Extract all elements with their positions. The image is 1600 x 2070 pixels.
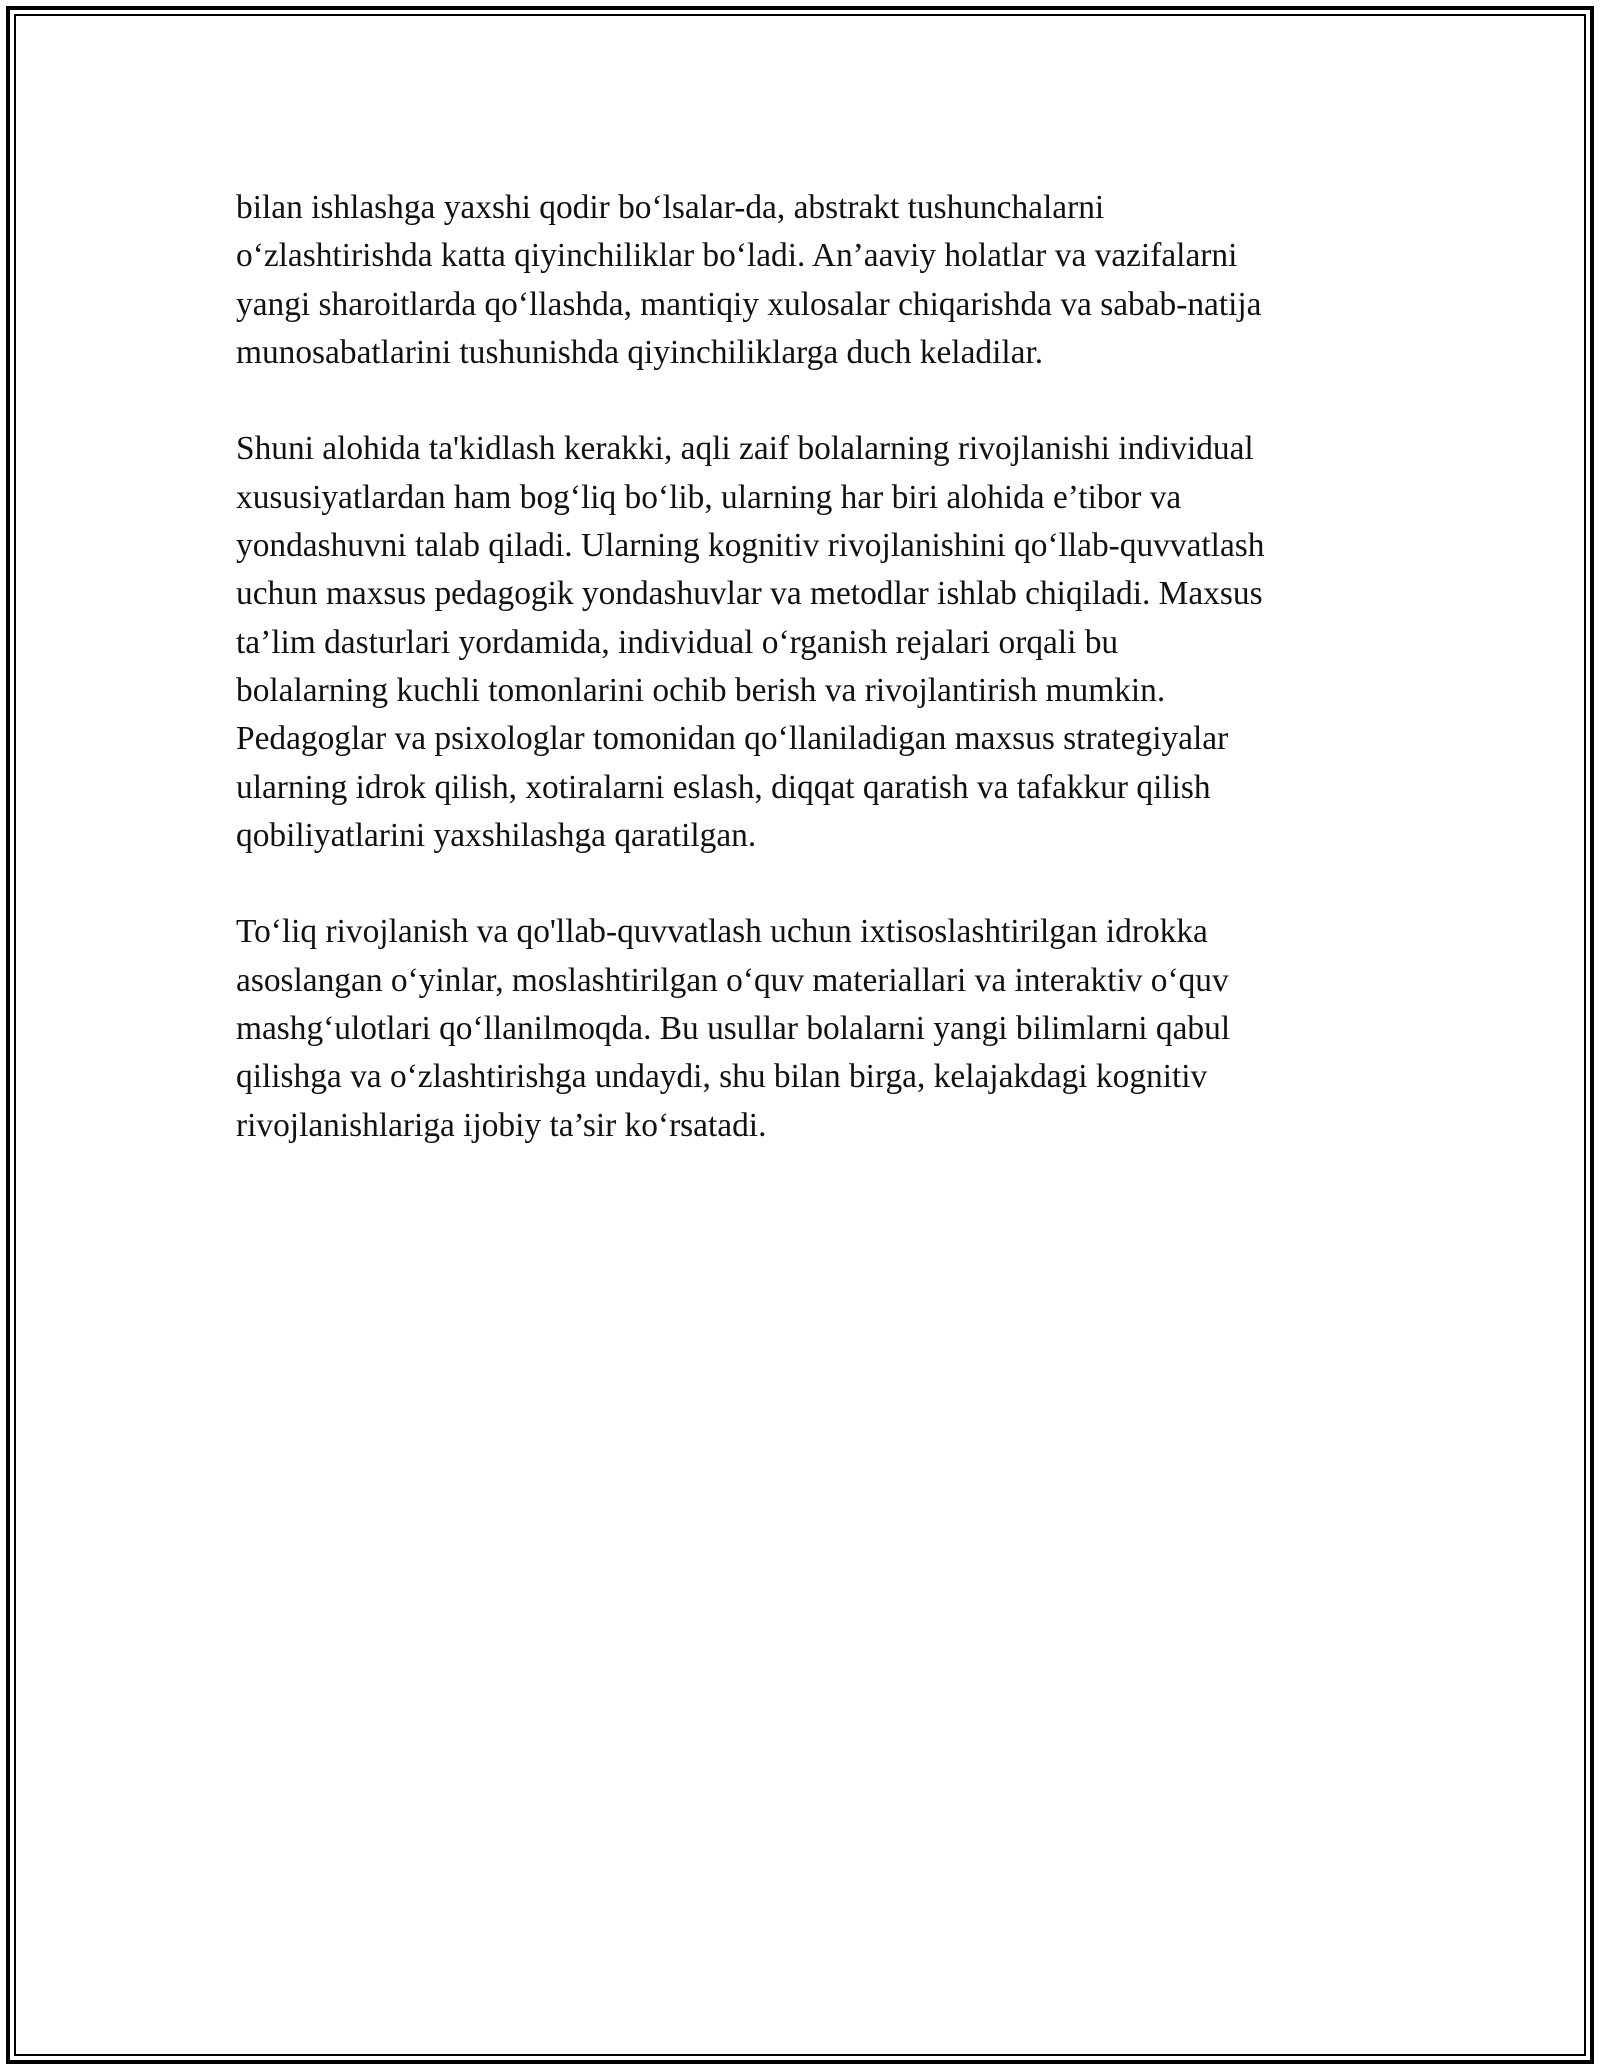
text-line: rivojlanishlariga ijobiy ta’sir ko‘rsatadi.	[236, 1106, 767, 1144]
text-line: xususiyatlardan ham bog‘liq bo‘lib, ularning har biri alohida e’tibor va	[236, 478, 1182, 516]
paragraph-3	[236, 908, 1376, 1149]
text-line: bilan ishlashga yaxshi qodir bo‘lsalar-da, abstrakt tushunchalarni	[236, 189, 1105, 226]
text-line: uchun maxsus pedagogik yondashuvlar va metodlar ishlab chiqiladi. Maxsus	[236, 575, 1263, 613]
text-line: asoslangan o‘yinlar, moslashtirilgan o‘quv materiallari va interaktiv o‘quv	[236, 961, 1229, 999]
text-line: o‘zlashtirishda katta qiyinchiliklar bo‘ladi. An’aaviy holatlar va vazifalarni	[236, 237, 1238, 275]
text-line: yondashuvni talab qiladi. Ularning kognitiv rivojlanishini qo‘llab-quvvatlash	[236, 527, 1265, 565]
text-line: qilishga va o‘zlashtirishga undaydi, shu bilan birga, kelajakdagi kognitiv	[236, 1058, 1208, 1096]
text-line: Pedagoglar va psixologlar tomonidan qo‘llaniladigan maxsus strategiyalar	[236, 720, 1229, 758]
text-line: Shuni alohida ta'kidlash kerakki, aqli zaif bolalarning rivojlanishi individual	[236, 430, 1254, 468]
text-line: bolalarning kuchli tomonlarini ochib berish va rivojlantirish mumkin.	[236, 671, 1166, 709]
text-line: To‘liq rivojlanish va qo'llab-quvvatlash uchun ixtisoslashtirilgan idrokka	[236, 913, 1208, 951]
text-line: ta’lim dasturlari yordamida, individual o‘rganish rejalari orqali bu	[236, 623, 1119, 661]
text-line: munosabatlarini tushunishda qiyinchiliklarga duch keladilar.	[236, 333, 1044, 371]
paragraph-2	[236, 425, 1376, 860]
text-line: qobiliyatlarini yaxshilashga qaratilgan.	[236, 816, 757, 854]
text-line: yangi sharoitlarda qo‘llashda, mantiqiy xulosalar chiqarishda va sabab-natija	[236, 285, 1262, 323]
paragraph-1	[236, 184, 1376, 377]
text-line: mashg‘ulotlari qo‘llanilmoqda. Bu usullar bolalarni yangi bilimlarni qabul	[236, 1010, 1231, 1048]
text-line: ularning idrok qilish, xotiralarni eslash, diqqat qaratish va tafakkur qilish	[236, 768, 1211, 806]
document-body	[236, 184, 1376, 1150]
